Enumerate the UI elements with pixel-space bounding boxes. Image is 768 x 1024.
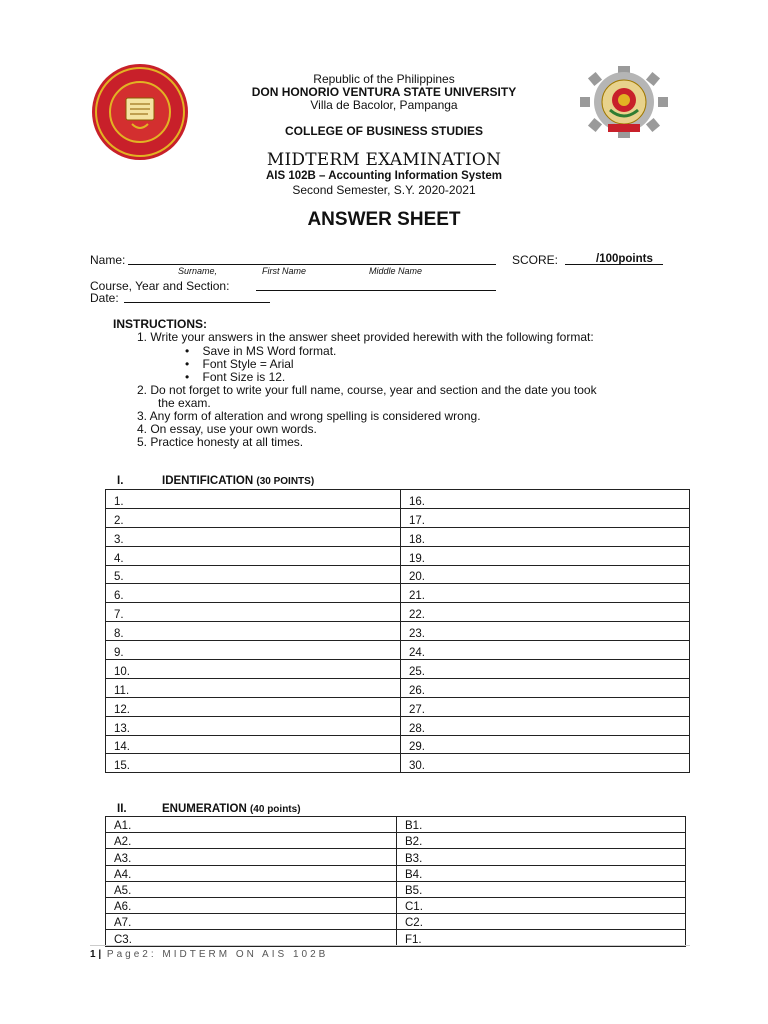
answer-cell[interactable]: 1. [106, 490, 401, 509]
answer-cell[interactable]: 3. [106, 527, 401, 546]
answer-cell[interactable]: 12. [106, 697, 401, 716]
instruction-bullet: • Font Size is 12. [185, 370, 286, 384]
enumeration-table [105, 816, 686, 947]
college-name: COLLEGE OF BUSINESS STUDIES [284, 124, 484, 138]
answer-cell[interactable]: C2. [397, 914, 686, 930]
instruction-bullet: • Font Style = Arial [185, 357, 294, 371]
answer-cell[interactable]: 6. [106, 584, 401, 603]
score-total: /100points [596, 253, 653, 265]
table-row [106, 716, 690, 735]
table-row [106, 881, 686, 897]
university-name: DON HONORIO VENTURA STATE UNIVERSITY [251, 85, 517, 99]
answer-cell[interactable]: A5. [106, 881, 397, 897]
answer-cell[interactable]: 20. [401, 565, 690, 584]
answer-cell[interactable]: 30. [401, 754, 690, 773]
university-location: Villa de Bacolor, Pampanga [310, 98, 458, 112]
table-row [106, 754, 690, 773]
section-1-heading: IDENTIFICATION (30 POINTS) [162, 475, 315, 487]
answer-cell[interactable]: F1. [397, 930, 686, 946]
answer-cell[interactable]: B5. [397, 881, 686, 897]
table-row [106, 914, 686, 930]
table-row [106, 897, 686, 913]
answer-cell[interactable]: 7. [106, 603, 401, 622]
answer-cell[interactable]: 13. [106, 716, 401, 735]
table-row [106, 603, 690, 622]
table-row [106, 622, 690, 641]
table-row [106, 930, 686, 946]
answer-cell[interactable]: 27. [401, 697, 690, 716]
name-label: Name: [90, 253, 126, 267]
answer-cell[interactable]: 8. [106, 622, 401, 641]
instruction-bullet: • Save in MS Word format. [185, 344, 337, 358]
instruction-item: 2. Do not forget to write your full name, course, year and section and the date you took [137, 383, 597, 397]
course-year-section-line[interactable] [256, 290, 496, 291]
course-title: AIS 102B – Accounting Information System [265, 170, 502, 182]
answer-cell[interactable]: 9. [106, 641, 401, 660]
name-field-line[interactable] [128, 264, 496, 265]
answer-cell[interactable]: A1. [106, 817, 397, 833]
instruction-item: 4. On essay, use your own words. [137, 422, 317, 436]
instructions-heading: INSTRUCTIONS: [113, 317, 207, 331]
answer-cell[interactable]: 23. [401, 622, 690, 641]
answer-cell[interactable]: 22. [401, 603, 690, 622]
answer-cell[interactable]: 2. [106, 508, 401, 527]
table-row [106, 660, 690, 679]
answer-cell[interactable]: A6. [106, 897, 397, 913]
answer-cell[interactable]: B2. [397, 833, 686, 849]
answer-cell[interactable]: 29. [401, 735, 690, 754]
answer-cell[interactable]: A4. [106, 865, 397, 881]
answer-cell[interactable]: 15. [106, 754, 401, 773]
footer-divider [90, 945, 690, 946]
exam-title: MIDTERM EXAMINATION [266, 150, 502, 170]
table-row [106, 641, 690, 660]
answer-cell[interactable]: 24. [401, 641, 690, 660]
surname-label: Surname, [178, 266, 218, 276]
answer-cell[interactable]: B1. [397, 817, 686, 833]
table-row [106, 735, 690, 754]
section-2-numeral: II. [117, 803, 127, 815]
score-label: SCORE: [512, 253, 559, 267]
answer-cell[interactable]: 21. [401, 584, 690, 603]
answer-cell[interactable]: 4. [106, 546, 401, 565]
instruction-item: 3. Any form of alteration and wrong spelling is considered wrong. [137, 409, 481, 423]
answer-cell[interactable]: 5. [106, 565, 401, 584]
answer-cell[interactable]: 25. [401, 660, 690, 679]
table-row [106, 678, 690, 697]
table-row [106, 849, 686, 865]
answer-cell[interactable]: 16. [401, 490, 690, 509]
instruction-item-continuation: the exam. [158, 396, 211, 410]
table-row [106, 697, 690, 716]
answer-cell[interactable]: 18. [401, 527, 690, 546]
answer-cell[interactable]: C1. [397, 897, 686, 913]
answer-cell[interactable]: C3. [106, 930, 397, 946]
section-2-heading: ENUMERATION (40 points) [162, 803, 301, 815]
table-row [106, 546, 690, 565]
date-label: Date: [90, 291, 119, 305]
answer-cell[interactable]: 19. [401, 546, 690, 565]
answer-cell[interactable]: 10. [106, 660, 401, 679]
table-row [106, 584, 690, 603]
answer-cell[interactable]: 26. [401, 678, 690, 697]
republic-line: Republic of the Philippines [313, 72, 455, 86]
instruction-item: 5. Practice honesty at all times. [137, 435, 304, 449]
answer-cell[interactable]: 28. [401, 716, 690, 735]
table-row [106, 865, 686, 881]
answer-cell[interactable]: A2. [106, 833, 397, 849]
date-field-line[interactable] [124, 302, 270, 303]
answer-sheet-title: ANSWER SHEET [307, 209, 461, 230]
answer-cell[interactable]: A7. [106, 914, 397, 930]
first-name-label: First Name [262, 266, 307, 276]
middle-name-label: Middle Name [369, 266, 423, 276]
table-row [106, 817, 686, 833]
answer-cell[interactable]: B4. [397, 865, 686, 881]
answer-cell[interactable]: 11. [106, 678, 401, 697]
table-row [106, 508, 690, 527]
answer-cell[interactable]: 17. [401, 508, 690, 527]
identification-table [105, 489, 690, 773]
table-row [106, 490, 690, 509]
instruction-item: 1. Write your answers in the answer sheet provided herewith with the following format: [137, 330, 594, 344]
section-1-numeral: I. [117, 475, 124, 487]
table-row [106, 833, 686, 849]
answer-cell[interactable]: A3. [106, 849, 397, 865]
course-year-section-label: Course, Year and Section: [90, 279, 230, 293]
table-row [106, 527, 690, 546]
table-row [106, 565, 690, 584]
answer-cell[interactable]: 14. [106, 735, 401, 754]
semester-line: Second Semester, S.Y. 2020-2021 [292, 183, 476, 197]
answer-cell[interactable]: B3. [397, 849, 686, 865]
page-footer: 1 | Page2: MIDTERM ON AIS 102B [90, 949, 329, 960]
